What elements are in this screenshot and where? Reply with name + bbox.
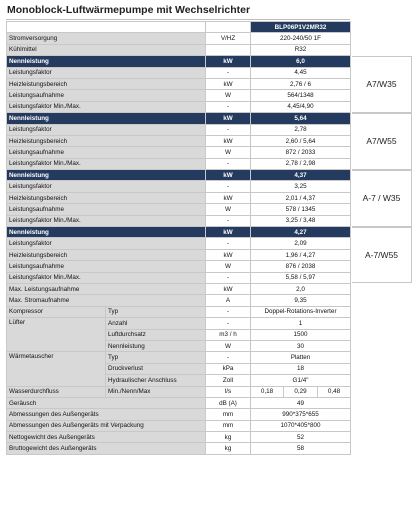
table-row (7, 135, 351, 146)
table-row (7, 272, 351, 283)
row-value: G1/4" (251, 375, 351, 386)
row-label: Leistungsfaktor (7, 238, 206, 249)
row-sublabel: Luftdurchsatz (106, 329, 206, 340)
row-label: Max. Stromaufnahme (7, 295, 206, 306)
row-unit: - (206, 352, 251, 363)
row-label: Leistungsfaktor Min./Max. (7, 101, 206, 112)
condition-label: A7/W35 (352, 56, 412, 113)
table-row (7, 90, 351, 101)
row-value: 2,76 / 6 (251, 78, 351, 89)
row-value: 1,96 / 4,27 (251, 249, 351, 260)
row-label: Heizleistungsbereich (7, 192, 206, 203)
row-unit: - (206, 306, 251, 317)
row-unit: mm (206, 420, 251, 431)
table-row (7, 192, 351, 203)
row-label: Kühlmittel (7, 44, 206, 55)
row-unit: - (206, 215, 251, 226)
row-label: Lüfter (7, 318, 106, 352)
row-unit: kg (206, 443, 251, 454)
row-value: 2,09 (251, 238, 351, 249)
block-header-unit: kW (206, 56, 251, 67)
table-row (7, 67, 351, 78)
row-unit: kPa (206, 363, 251, 374)
row-label: Leistungsfaktor Min./Max. (7, 272, 206, 283)
table-row (7, 204, 351, 215)
row-label: Heizleistungsbereich (7, 249, 206, 260)
block-header-label: Nennleistung (7, 113, 206, 124)
table-row (7, 283, 351, 294)
block-header-label: Nennleistung (7, 170, 206, 181)
table-row (7, 318, 351, 329)
table-row (7, 33, 351, 44)
row-sublabel: Hydraulischer Anschluss (106, 375, 206, 386)
row-sublabel: Typ (106, 352, 206, 363)
block-header-row (7, 227, 351, 238)
table-row (7, 420, 351, 431)
row-unit: dB (A) (206, 397, 251, 408)
block-header-value: 6,0 (251, 56, 351, 67)
row-label: Leistungsfaktor (7, 181, 206, 192)
row-unit: W (206, 204, 251, 215)
row-value: 3,25 / 3,48 (251, 215, 351, 226)
block-header-value: 4,27 (251, 227, 351, 238)
model-name: BLP06P1V2MR32 (251, 22, 351, 33)
row-value: 4,45/4,90 (251, 101, 351, 112)
table-row (7, 443, 351, 454)
row-value: 2,60 / 5,64 (251, 135, 351, 146)
row-unit: Zoll (206, 375, 251, 386)
row-value: 990*375*655 (251, 409, 351, 420)
block-header-value: 5,64 (251, 113, 351, 124)
row-label: Leistungsaufnahme (7, 90, 206, 101)
row-value: R32 (251, 44, 351, 55)
row-value: 58 (251, 443, 351, 454)
table-row (7, 306, 351, 317)
table-row (7, 181, 351, 192)
row-unit: W (206, 340, 251, 351)
table-row (7, 295, 351, 306)
row-sublabel: Min./Nenn/Max (106, 386, 206, 397)
row-value: 564/1348 (251, 90, 351, 101)
row-label: Wärmetauscher (7, 352, 106, 386)
row-value: 4,45 (251, 67, 351, 78)
condition-label: A-7/W55 (352, 227, 412, 284)
row-unit: W (206, 261, 251, 272)
block-header-label: Nennleistung (7, 227, 206, 238)
water-flow-max: 0,48 (318, 386, 351, 397)
model-row (7, 22, 351, 33)
row-label: Leistungsfaktor Min./Max. (7, 215, 206, 226)
table-row (7, 44, 351, 55)
row-unit: A (206, 295, 251, 306)
row-label: Leistungsaufnahme (7, 261, 206, 272)
row-label: Max. Leistungsaufnahme (7, 283, 206, 294)
row-unit: kW (206, 283, 251, 294)
table-row (7, 386, 351, 397)
row-value: 1070*405*800 (251, 420, 351, 431)
row-value: 2,78 / 2,98 (251, 158, 351, 169)
row-unit: m3 / h (206, 329, 251, 340)
row-unit: kg (206, 432, 251, 443)
table-row (7, 261, 351, 272)
row-value: Doppel-Rotations-Inverter (251, 306, 351, 317)
row-value: 3,25 (251, 181, 351, 192)
row-label: Kompressor (7, 306, 106, 317)
row-sublabel: Anzahl (106, 318, 206, 329)
row-label: Heizleistungsbereich (7, 78, 206, 89)
row-unit: - (206, 272, 251, 283)
row-label: Stromversorgung (7, 33, 206, 44)
row-unit (206, 44, 251, 55)
model-unit-cell (206, 22, 251, 33)
row-unit: - (206, 158, 251, 169)
table-row (7, 238, 351, 249)
row-unit: W (206, 147, 251, 158)
row-value: 2,0 (251, 283, 351, 294)
row-value: Platten (251, 352, 351, 363)
spec-table (6, 21, 351, 455)
table-row (7, 101, 351, 112)
row-value: 578 / 1345 (251, 204, 351, 215)
table-row (7, 409, 351, 420)
row-unit: kW (206, 249, 251, 260)
row-value: 30 (251, 340, 351, 351)
row-value: 2,78 (251, 124, 351, 135)
row-unit: V/HZ (206, 33, 251, 44)
row-unit: - (206, 67, 251, 78)
row-value: 5,58 / 5,97 (251, 272, 351, 283)
row-value: 49 (251, 397, 351, 408)
title-divider (6, 19, 350, 20)
row-unit: - (206, 181, 251, 192)
row-label: Leistungsfaktor (7, 67, 206, 78)
row-unit: l/s (206, 386, 251, 397)
row-label: Leistungsaufnahme (7, 147, 206, 158)
table-row (7, 352, 351, 363)
row-value: 2,01 / 4,37 (251, 192, 351, 203)
row-label: Abmessungen des Außengeräts (7, 409, 206, 420)
table-row (7, 397, 351, 408)
row-unit: - (206, 318, 251, 329)
water-flow-nominal: 0,29 (284, 386, 318, 397)
row-label: Wasserdurchfluss (7, 386, 106, 397)
row-sublabel: Druckverlust (106, 363, 206, 374)
block-header-row (7, 170, 351, 181)
table-row (7, 215, 351, 226)
row-label: Nettogewicht des Außengeräts (7, 432, 206, 443)
row-value: 52 (251, 432, 351, 443)
row-sublabel: Nennleistung (106, 340, 206, 351)
table-row (7, 78, 351, 89)
row-value: 872 / 2033 (251, 147, 351, 158)
row-value: 876 / 2038 (251, 261, 351, 272)
block-header-row (7, 113, 351, 124)
row-unit: W (206, 90, 251, 101)
table-row (7, 158, 351, 169)
table-row (7, 124, 351, 135)
row-value: 9,35 (251, 295, 351, 306)
block-header-label: Nennleistung (7, 56, 206, 67)
row-value: 1500 (251, 329, 351, 340)
row-value: 1 (251, 318, 351, 329)
row-unit: kW (206, 78, 251, 89)
row-label: Leistungsfaktor (7, 124, 206, 135)
block-header-value: 4,37 (251, 170, 351, 181)
table-row (7, 249, 351, 260)
model-label-cell (7, 22, 206, 33)
block-header-unit: kW (206, 227, 251, 238)
condition-label: A-7 / W35 (352, 170, 412, 227)
row-label: Abmessungen des Außengeräts mit Verpackung (7, 420, 206, 431)
row-label: Heizleistungsbereich (7, 135, 206, 146)
block-header-unit: kW (206, 113, 251, 124)
row-sublabel: Typ (106, 306, 206, 317)
condition-label: A7/W55 (352, 113, 412, 170)
sheet-title: Monoblock-Luftwärmepumpe mit Wechselrichter (7, 4, 251, 16)
row-label: Leistungsaufnahme (7, 204, 206, 215)
water-flow-min: 0,18 (251, 386, 284, 397)
block-header-row (7, 56, 351, 67)
row-unit: mm (206, 409, 251, 420)
row-unit: kW (206, 192, 251, 203)
block-header-unit: kW (206, 170, 251, 181)
row-label: Leistungsfaktor Min./Max. (7, 158, 206, 169)
row-value: 220-240/50 1F (251, 33, 351, 44)
row-unit: - (206, 238, 251, 249)
row-label: Geräusch (7, 397, 206, 408)
row-unit: - (206, 101, 251, 112)
row-unit: kW (206, 135, 251, 146)
table-row (7, 147, 351, 158)
row-value: 18 (251, 363, 351, 374)
row-unit: - (206, 124, 251, 135)
row-label: Bruttogewicht des Außengeräts (7, 443, 206, 454)
table-row (7, 432, 351, 443)
